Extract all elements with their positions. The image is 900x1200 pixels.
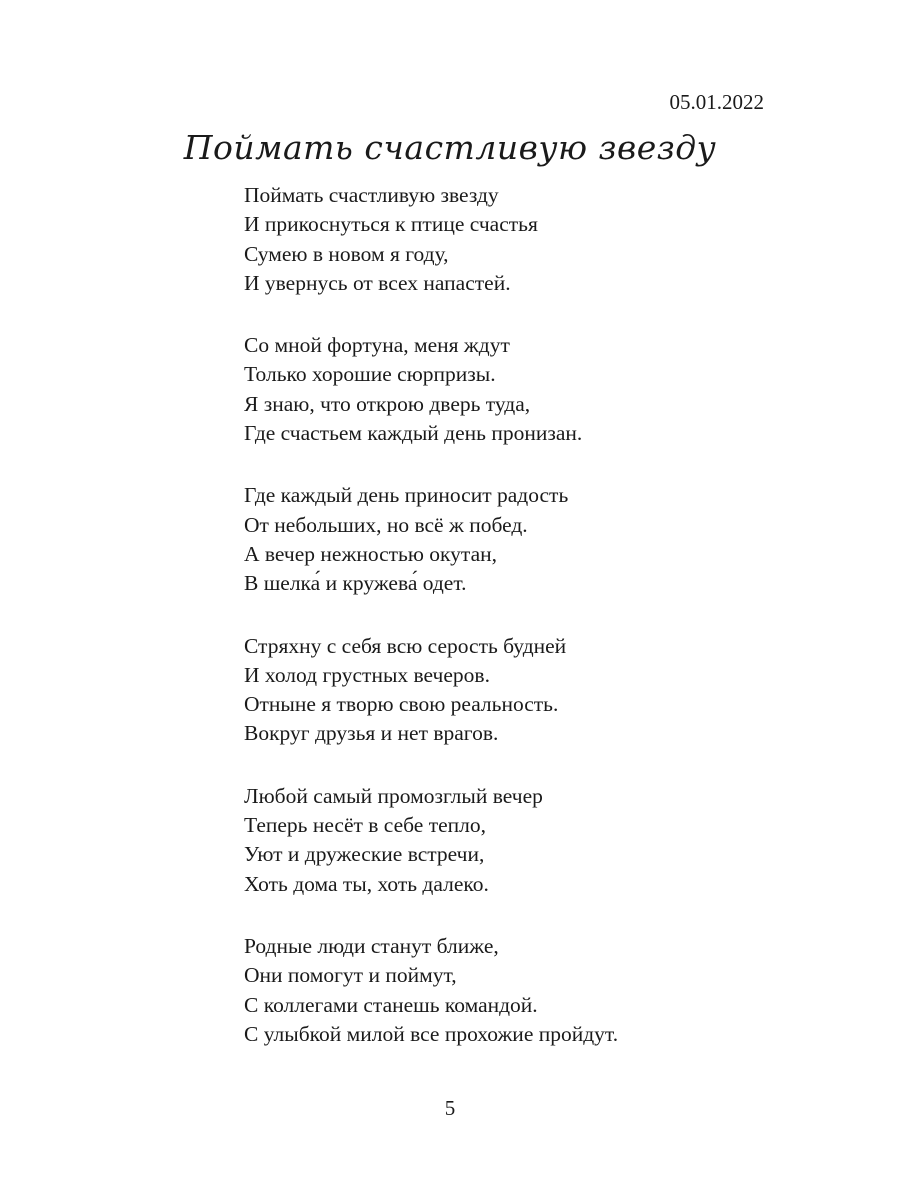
poem-stanza: [244, 632, 804, 749]
poem-line: И прикоснуться к птице счастья: [244, 212, 538, 237]
poem-line: Стряхну с себя всю серость будней: [244, 633, 567, 658]
poem-line: Сумею в новом я году,: [244, 241, 449, 266]
poem-line: А вечер нежностью окутан,: [244, 541, 498, 566]
poem-title: Поймать счастливую звезду: [183, 128, 717, 167]
poem-line: Отныне я творю свою реальность.: [244, 692, 559, 717]
page-number: 5: [444, 1096, 456, 1120]
poem-stanza: [244, 782, 804, 899]
poem-line: От небольших, но всё ж побед.: [244, 512, 528, 537]
poem-stanza: [244, 932, 804, 1049]
poem-line: И холод грустных вечеров.: [244, 662, 490, 687]
poem-date: 05.01.2022: [669, 90, 764, 114]
poem-stanza: [244, 481, 804, 598]
poem-line: Я знаю, что открою дверь туда,: [244, 391, 531, 416]
poem-body: [244, 181, 804, 1082]
poem-line: Вокруг друзья и нет врагов.: [244, 721, 499, 746]
poem-line: Только хорошие сюрпризы.: [244, 362, 496, 387]
poem-line: Теперь несёт в себе тепло,: [244, 813, 487, 838]
poem-line: Где счастьем каждый день пронизан.: [244, 421, 583, 446]
poem-line: Они помогут и поймут,: [244, 963, 457, 988]
poem-line: Уют и дружеские встречи,: [244, 842, 485, 867]
poem-line: Поймать счастливую звезду: [244, 183, 499, 207]
poem-line: Любой самый промозглый вечер: [244, 783, 543, 808]
poem-line: В шелка́ и кружева́ одет.: [244, 571, 467, 596]
poem-line: И увернусь от всех напастей.: [244, 270, 511, 295]
poem-line: Где каждый день приносит радость: [244, 483, 569, 508]
poem-line: Родные люди станут ближе,: [244, 933, 499, 958]
poem-line: Хоть дома ты, хоть далеко.: [244, 871, 489, 896]
poem-stanza: [244, 181, 804, 298]
poem-stanza: [244, 331, 804, 448]
poem-line: С улыбкой милой все прохожие пройдут.: [244, 1021, 619, 1046]
poem-line: С коллегами станешь командой.: [244, 992, 538, 1017]
poem-line: Со мной фортуна, меня ждут: [244, 333, 510, 358]
